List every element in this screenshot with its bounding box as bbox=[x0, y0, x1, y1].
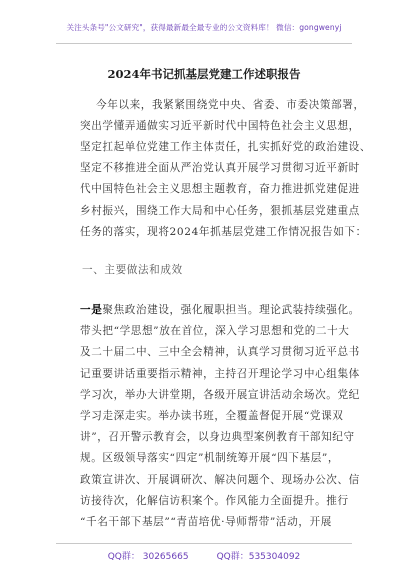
paragraph-line: 学习次，举办大讲堂期，各级开展宣讲活动余场次。党纪 bbox=[80, 389, 360, 401]
document-title: 2024年书记抓基层党建工作述职报告 bbox=[107, 67, 301, 81]
paragraph-line: “千名干部下基层”“青苗培优·导师帮带”活动，开展 bbox=[80, 516, 332, 528]
highlight-lead: 一是 bbox=[80, 304, 103, 316]
section-heading: 一、主要做法和成效 bbox=[82, 264, 183, 276]
paragraph-line: 坚定扛起单位党建工作主体责任，扎实抓好党的政治建设、 bbox=[80, 141, 372, 153]
paragraph-line: 及二十届二中、三中全会精神，认真学习贯彻习近平总书 bbox=[80, 346, 360, 358]
footer-qq-group-2: QQ群：535304092 bbox=[216, 552, 301, 562]
paragraph-line: 访接待次，化解信访积案个。作风能力全面提升。推行 bbox=[80, 495, 349, 507]
highlight-line bbox=[80, 302, 360, 317]
paragraph-line: 代中国特色社会主义思想主题教育，奋力推进抓党建促进 bbox=[80, 183, 360, 195]
paragraph-line: 坚定不移推进全面从严治党认真开展学习贯彻习近平新时 bbox=[80, 162, 360, 174]
footer-divider bbox=[56, 543, 352, 544]
paragraph-line: 突出学懂弄通做实习近平新时代中国特色社会主义思想， bbox=[80, 120, 360, 132]
header-divider bbox=[56, 43, 352, 44]
paragraph-line: 任务的落实，现将2024年抓基层党建工作情况报告如下： bbox=[80, 226, 367, 238]
paragraph-line: 讲”，召开警示教育会，以身边典型案例教育干部知纪守 bbox=[80, 431, 355, 443]
paragraph-line: 今年以来，我紧紧围绕党中央、省委、市委决策部署， bbox=[96, 99, 365, 111]
footer bbox=[0, 549, 408, 562]
paragraph-line: 规。区级领导落实“四定”机制统筹开展“四下基层”， bbox=[80, 452, 340, 464]
paragraph-line: 乡村振兴，围绕工作大局和中心任务，狠抓基层党建重点 bbox=[80, 205, 360, 217]
paragraph-line: 带头把“学思想”放在首位，深入学习思想和党的二十大 bbox=[80, 325, 350, 337]
header-banner: 关注头条号"公文研究"，获得最新最全最专业的公文资料库！ 微信：gongwenyj bbox=[66, 23, 342, 32]
highlight-rest: 聚焦政治建设，强化履职担当。理论武装持续强化。 bbox=[102, 304, 360, 316]
paragraph-line: 政策宣讲次、开展调研次、解决问题个、现场办公次、信 bbox=[80, 474, 360, 486]
paragraph-line: 学习走深走实。举办读书班，全覆盖督促开展“党课双 bbox=[80, 410, 344, 422]
footer-qq-group-1: QQ群： 30265665 bbox=[107, 552, 189, 562]
paragraph-line: 记重要讲话重要指示精神，主持召开理论学习中心组集体 bbox=[80, 368, 360, 380]
